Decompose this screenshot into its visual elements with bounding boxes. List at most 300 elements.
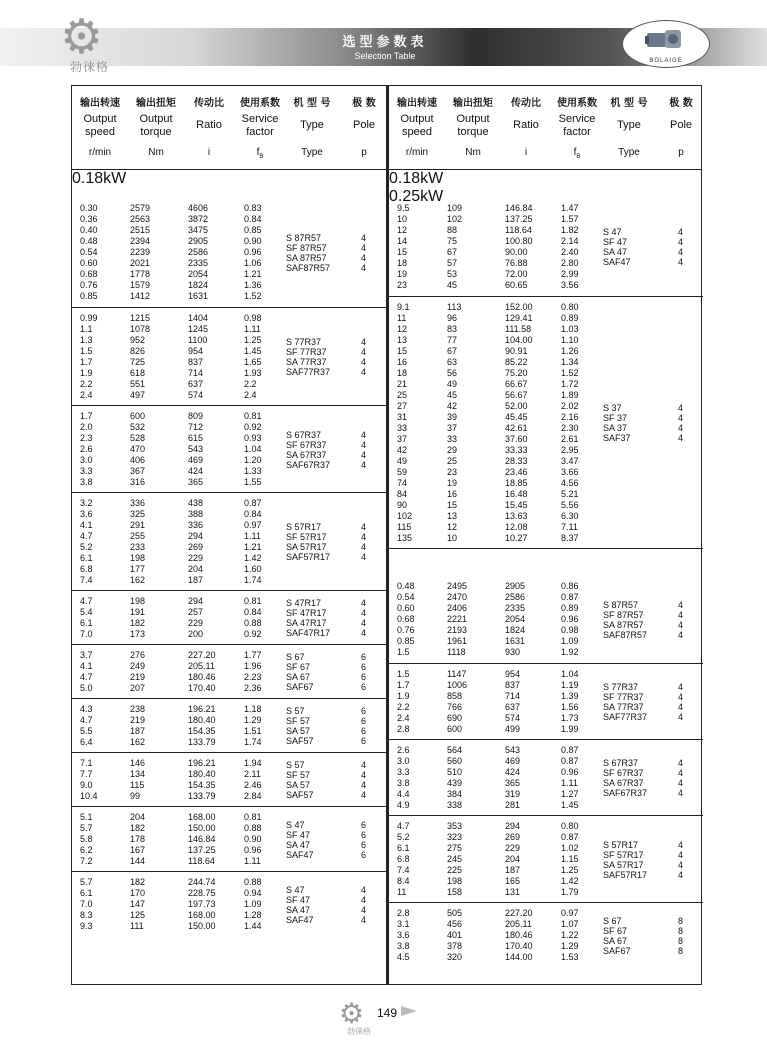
pole-cell: 4 [678, 869, 684, 880]
service-factor-cell: 0.83 [244, 203, 262, 213]
service-factor-cell: 2.36 [244, 683, 262, 693]
service-factor-cell: 0.88 [244, 618, 262, 628]
selection-table [71, 85, 702, 985]
torque-cell: 316 [130, 477, 146, 487]
torque-cell: 826 [130, 346, 146, 356]
pole-cell: 4 [678, 629, 684, 640]
pole-cell: 6 [361, 706, 367, 716]
left-column [72, 170, 386, 984]
type-cell: SF 67 [603, 925, 628, 936]
speed-cell: 4.9 [397, 800, 410, 810]
ratio-cell: 281 [505, 800, 521, 810]
header-en-3 [547, 113, 607, 139]
ratio-cell: 187 [505, 865, 521, 875]
speed-cell: 1.5 [397, 647, 410, 657]
pole-cell: 4 [361, 552, 367, 562]
speed-cell: 5.8 [80, 834, 93, 844]
header-unit-5: p [678, 147, 684, 158]
type-cell: SAF67 [286, 682, 314, 692]
speed-cell: 4.1 [80, 661, 93, 671]
ratio-cell: 244.74 [188, 877, 216, 887]
speed-cell: 10.4 [80, 791, 98, 801]
speed-cell: 5.7 [80, 823, 93, 833]
service-factor-cell: 3.66 [561, 467, 579, 477]
torque-cell: 219 [130, 672, 146, 682]
torque-cell: 249 [130, 661, 146, 671]
ratio-cell: 837 [188, 357, 204, 367]
speed-cell: 8.3 [80, 910, 93, 920]
service-factor-cell: 2.02 [561, 401, 579, 411]
type-cell: S 47R17 [286, 598, 322, 608]
torque-cell: 63 [447, 357, 458, 367]
torque-cell: 1579 [130, 280, 151, 290]
type-cell: SF 77R37 [603, 692, 644, 702]
pole-cell: 4 [361, 347, 367, 357]
ratio-cell: 75.20 [505, 368, 528, 378]
service-factor-cell: 2.23 [244, 672, 262, 682]
type-cell: SF 47 [286, 829, 311, 840]
speed-cell: 3.7 [80, 650, 93, 660]
service-factor-cell: 0.90 [244, 834, 262, 844]
service-factor-cell: 0.87 [561, 756, 579, 766]
service-factor-cell: 1.52 [244, 291, 262, 301]
speed-cell: 3.8 [80, 477, 93, 487]
torque-cell: 766 [447, 702, 463, 712]
ratio-cell: 152.00 [505, 302, 533, 312]
pole-cell: 4 [361, 532, 367, 542]
torque-cell: 77 [447, 335, 458, 345]
torque-cell: 12 [447, 522, 458, 532]
ratio-cell: 133.79 [188, 791, 216, 801]
type-list [286, 760, 314, 800]
speed-cell: 2.6 [80, 444, 93, 454]
pole-cell: 4 [678, 788, 684, 798]
service-factor-cell: 1.04 [244, 444, 262, 454]
ratio-cell: 543 [188, 444, 204, 454]
service-factor-cell: 0.81 [244, 596, 262, 606]
service-factor-cell: 0.92 [244, 422, 262, 432]
speed-cell: 9.1 [397, 302, 410, 312]
header-cn-4: 机 型 号 [293, 98, 331, 109]
pole-cell: 4 [678, 619, 684, 630]
speed-cell: 9.5 [397, 203, 410, 213]
type-cell: SAF77R37 [286, 367, 331, 377]
type-list [286, 652, 314, 692]
ratio-cell: 205.11 [188, 661, 215, 671]
type-cell: SF 87R57 [286, 242, 327, 253]
ratio-cell: 1824 [188, 280, 209, 290]
row-group [72, 492, 386, 591]
speed-cell: 0.99 [80, 313, 98, 323]
row-group [389, 739, 703, 816]
power-title: 0.25kW [389, 188, 444, 205]
ratio-cell: 168.00 [188, 910, 216, 920]
pole-cell: 4 [361, 598, 367, 608]
speed-cell: 7.0 [80, 899, 93, 909]
torque-cell: 323 [447, 832, 463, 842]
ratio-cell: 229 [188, 553, 204, 563]
torque-cell: 67 [447, 247, 458, 257]
header-en-5 [334, 119, 394, 132]
title-cn: 选型参数表 [342, 35, 428, 50]
torque-cell: 2406 [447, 603, 468, 613]
pole-cell: 4 [678, 682, 684, 692]
speed-cell: 2.2 [397, 702, 410, 712]
torque-cell: 600 [447, 724, 463, 734]
torque-cell: 15 [447, 500, 458, 510]
type-cell: S 57 [286, 706, 305, 716]
ratio-cell: 42.61 [505, 423, 528, 433]
header-en-4 [599, 119, 659, 132]
pole-cell: 6 [361, 829, 367, 840]
torque-cell: 37 [447, 423, 458, 433]
speed-cell: 10 [397, 214, 408, 224]
pole-cell: 4 [678, 692, 684, 702]
service-factor-cell: 0.84 [244, 509, 262, 519]
speed-cell: 3.3 [397, 767, 410, 777]
pole-cell: 4 [678, 758, 684, 768]
torque-cell: 2021 [130, 258, 151, 268]
header-en-0 [70, 113, 130, 139]
footer-gear-icon: ⚙ [339, 998, 365, 1029]
torque-cell: 233 [130, 542, 146, 552]
ratio-cell: 365 [505, 778, 521, 788]
type-cell: S 47 [603, 227, 622, 237]
pole-list [678, 682, 683, 722]
service-factor-cell: 2.16 [561, 412, 579, 422]
ratio-cell: 319 [505, 789, 521, 799]
type-cell: SF 47 [286, 894, 311, 905]
service-factor-cell: 1.42 [244, 553, 262, 563]
service-factor-cell: 1.28 [244, 910, 262, 920]
torque-cell: 10 [447, 533, 458, 543]
header-en-line: Output [139, 113, 173, 125]
pole-list [678, 600, 683, 640]
torque-cell: 367 [130, 466, 146, 476]
service-factor-cell: 1.36 [244, 280, 262, 290]
type-cell: SA 67 [603, 935, 628, 946]
service-factor-cell: 1.56 [561, 702, 579, 712]
speed-cell: 2.2 [80, 379, 93, 389]
pole-cell: 4 [361, 914, 367, 925]
torque-cell: 67 [447, 346, 458, 356]
ratio-cell: 4606 [188, 203, 209, 213]
type-cell: SA 67 [286, 672, 311, 682]
header-unit-4: Type [301, 147, 323, 158]
ratio-cell: 574 [505, 713, 521, 723]
torque-cell: 378 [447, 941, 463, 951]
ratio-cell: 424 [188, 466, 204, 476]
type-cell: SA 47R17 [286, 618, 327, 628]
service-factor-cell: 2.4 [244, 390, 257, 400]
pole-cell: 4 [361, 449, 367, 460]
ratio-cell: 1245 [188, 324, 209, 334]
pole-list [361, 430, 366, 470]
torque-cell: 1147 [447, 669, 467, 679]
speed-cell: 9.0 [80, 780, 93, 790]
pole-cell: 4 [361, 429, 367, 440]
service-factor-cell: 0.90 [244, 236, 262, 246]
type-cell: SF 47 [603, 237, 628, 247]
header-en-line: torque [457, 126, 489, 138]
service-factor-cell: 1.11 [244, 856, 261, 866]
speed-cell: 0.40 [80, 225, 98, 235]
ratio-cell: 131 [505, 887, 521, 897]
ratio-cell: 574 [188, 390, 204, 400]
torque-cell: 2221 [447, 614, 468, 624]
service-factor-cell: 1.07 [561, 919, 579, 929]
ratio-cell: 1100 [188, 335, 208, 345]
type-cell: SA 57 [286, 780, 311, 790]
pole-list [678, 758, 683, 798]
type-cell: S 67 [603, 915, 622, 926]
type-cell: S 87R57 [286, 232, 322, 243]
ratio-cell: 197.73 [188, 899, 216, 909]
pole-cell: 4 [361, 770, 367, 780]
speed-cell: 37 [397, 434, 408, 444]
pole-cell: 4 [678, 599, 684, 610]
torque-cell: 238 [130, 704, 146, 714]
torque-cell: 158 [447, 887, 463, 897]
pole-cell: 4 [361, 904, 367, 915]
speed-cell: 5.7 [80, 877, 93, 887]
service-factor-cell: 0.96 [244, 845, 262, 855]
torque-cell: 600 [130, 411, 146, 421]
header-en-line: torque [140, 126, 172, 138]
ratio-cell: 714 [188, 368, 204, 378]
header-en-5 [651, 119, 711, 132]
torque-cell: 53 [447, 269, 458, 279]
speed-cell: 19 [397, 269, 408, 279]
header-en-4 [282, 119, 342, 132]
speed-cell: 3.0 [80, 455, 93, 465]
header-en-line: Type [617, 119, 641, 131]
service-factor-cell: 1.93 [244, 368, 262, 378]
row-group [389, 815, 703, 903]
pole-cell: 8 [678, 915, 684, 926]
type-cell: SAF47 [286, 849, 314, 860]
torque-cell: 83 [447, 324, 458, 334]
ratio-cell: 205.11 [505, 919, 532, 929]
torque-cell: 2563 [130, 214, 151, 224]
service-factor-cell: 1.26 [561, 346, 579, 356]
ratio-cell: 637 [505, 702, 521, 712]
type-list [286, 337, 330, 377]
type-cell: S 47 [286, 819, 305, 830]
speed-cell: 2.3 [80, 433, 93, 443]
type-cell: SA 87R57 [286, 252, 327, 263]
ratio-cell: 180.46 [505, 930, 533, 940]
header-cn-3: 使用系数 [557, 98, 597, 109]
speed-cell: 16 [397, 357, 408, 367]
company-logo [56, 11, 136, 74]
torque-cell: 401 [447, 930, 463, 940]
service-factor-cell: 1.44 [244, 921, 262, 931]
type-cell: SF 57 [286, 716, 311, 726]
speed-cell: 4.7 [397, 821, 410, 831]
pole-cell: 4 [678, 849, 684, 860]
torque-cell: 204 [130, 812, 146, 822]
ratio-cell: 294 [188, 596, 204, 606]
service-factor-cell: 2.99 [561, 269, 579, 279]
service-factor-cell: 1.47 [561, 203, 579, 213]
type-cell: SF 87R57 [603, 609, 644, 620]
speed-cell: 7.4 [80, 575, 93, 585]
page-arrow-icon [401, 1006, 417, 1016]
speed-cell: 4.3 [80, 704, 93, 714]
ratio-cell: 954 [505, 669, 521, 679]
service-factor-cell: 1.53 [561, 952, 579, 962]
speed-cell: 7.0 [80, 629, 93, 639]
service-factor-cell: 0.97 [244, 520, 262, 530]
service-factor-cell: 0.96 [561, 767, 579, 777]
ratio-cell: 2905 [505, 581, 526, 591]
service-factor-cell: 0.97 [561, 908, 579, 918]
service-factor-cell: 0.98 [561, 625, 579, 635]
torque-cell: 338 [447, 800, 463, 810]
type-cell: SA 77R37 [603, 702, 644, 712]
ratio-cell: 469 [188, 455, 204, 465]
torque-cell: 198 [130, 596, 146, 606]
torque-cell: 182 [130, 877, 146, 887]
torque-cell: 858 [447, 691, 463, 701]
speed-cell: 0.48 [80, 236, 98, 246]
type-cell: S 67R37 [603, 758, 639, 768]
ratio-cell: 187 [188, 575, 204, 585]
speed-cell: 0.76 [80, 280, 98, 290]
service-factor-cell: 2.61 [561, 434, 579, 444]
ratio-cell: 227.20 [505, 908, 533, 918]
ratio-cell: 180.40 [188, 769, 216, 779]
type-cell: S 87R57 [603, 599, 639, 610]
service-factor-cell: 0.87 [244, 498, 262, 508]
ratio-cell: 146.84 [505, 203, 533, 213]
speed-cell: 1.7 [80, 357, 93, 367]
header-en-line: factor [246, 126, 274, 138]
pole-cell: 4 [678, 859, 684, 870]
service-factor-cell: 1.55 [244, 477, 262, 487]
ratio-cell: 72.00 [505, 269, 528, 279]
service-factor-cell: 1.94 [244, 758, 262, 768]
torque-cell: 146 [130, 758, 146, 768]
torque-cell: 13 [447, 511, 458, 521]
ratio-cell: 129.41 [505, 313, 533, 323]
ratio-cell: 90.91 [505, 346, 528, 356]
service-factor-cell: 2.40 [561, 247, 579, 257]
type-list [286, 522, 330, 562]
pole-cell: 6 [361, 726, 367, 736]
torque-cell: 187 [130, 726, 146, 736]
service-factor-cell: 1.60 [244, 564, 262, 574]
type-list [286, 706, 314, 746]
type-cell: SAF37 [603, 433, 631, 443]
pole-cell: 4 [678, 257, 684, 267]
service-factor-cell: 1.92 [561, 647, 579, 657]
pole-cell: 8 [678, 925, 684, 936]
torque-cell: 275 [447, 843, 463, 853]
pole-cell: 4 [361, 790, 367, 800]
service-factor-cell: 4.56 [561, 478, 579, 488]
type-cell: SAF57 [286, 790, 314, 800]
ratio-cell: 23.46 [505, 467, 528, 477]
pole-cell: 4 [361, 232, 367, 243]
pole-cell: 6 [361, 662, 367, 672]
service-factor-cell: 0.87 [561, 832, 579, 842]
speed-cell: 33 [397, 423, 408, 433]
service-factor-cell: 2.84 [244, 791, 262, 801]
torque-cell: 88 [447, 225, 458, 235]
torque-cell: 57 [447, 258, 458, 268]
torque-cell: 560 [447, 756, 463, 766]
torque-cell: 198 [130, 553, 146, 563]
ratio-cell: 28.33 [505, 456, 528, 466]
type-cell: SAF67R37 [286, 459, 331, 470]
ratio-cell: 100.80 [505, 236, 533, 246]
ratio-cell: 1404 [188, 313, 209, 323]
pole-cell: 8 [678, 935, 684, 946]
header-unit-4: Type [618, 147, 640, 158]
row-group [72, 644, 386, 699]
type-cell: SAF47 [286, 914, 314, 925]
speed-cell: 5.2 [80, 542, 93, 552]
speed-cell: 84 [397, 489, 408, 499]
speed-cell: 3.1 [397, 919, 410, 929]
ratio-cell: 424 [505, 767, 521, 777]
service-factor-cell: 8.37 [561, 533, 579, 543]
speed-cell: 4.1 [80, 520, 93, 530]
type-cell: S 57R17 [286, 522, 322, 532]
speed-cell: 90 [397, 500, 408, 510]
torque-cell: 177 [130, 564, 146, 574]
speed-cell: 7.7 [80, 769, 93, 779]
speed-cell: 0.85 [80, 291, 98, 301]
header-en-line: Service [241, 113, 279, 125]
type-cell: SF 67R37 [286, 439, 327, 450]
speed-cell: 1.7 [397, 680, 410, 690]
service-factor-cell: 1.74 [244, 737, 262, 747]
type-cell: SA 77R37 [286, 357, 327, 367]
service-factor-cell: 2.95 [561, 445, 579, 455]
pole-cell: 4 [678, 423, 684, 433]
speed-cell: 6.1 [80, 888, 93, 898]
header-unit-1: Nm [148, 147, 164, 158]
speed-cell: 25 [397, 390, 408, 400]
ratio-cell: 45.45 [505, 412, 528, 422]
speed-cell: 2.8 [397, 724, 410, 734]
service-factor-cell: 3.47 [561, 456, 579, 466]
speed-cell: 15 [397, 247, 408, 257]
page-title [300, 31, 470, 61]
header-unit-2: i [524, 147, 528, 158]
torque-cell: 134 [130, 769, 146, 779]
ratio-cell: 3475 [188, 225, 209, 235]
speed-cell: 4.7 [80, 715, 93, 725]
type-list [603, 600, 647, 640]
service-factor-cell: 1.45 [561, 800, 579, 810]
pole-list [361, 885, 366, 925]
pole-cell: 4 [678, 702, 684, 712]
type-cell: SAF77R37 [603, 712, 648, 722]
torque-cell: 255 [130, 531, 146, 541]
speed-cell: 0.68 [397, 614, 415, 624]
service-factor-cell: 1.06 [244, 258, 262, 268]
torque-cell: 690 [447, 713, 463, 723]
torque-cell: 125 [130, 910, 146, 920]
service-factor-cell: 1.72 [561, 379, 579, 389]
pole-cell: 4 [678, 433, 684, 443]
service-factor-cell: 1.42 [561, 876, 579, 886]
speed-cell: 1.5 [80, 346, 93, 356]
